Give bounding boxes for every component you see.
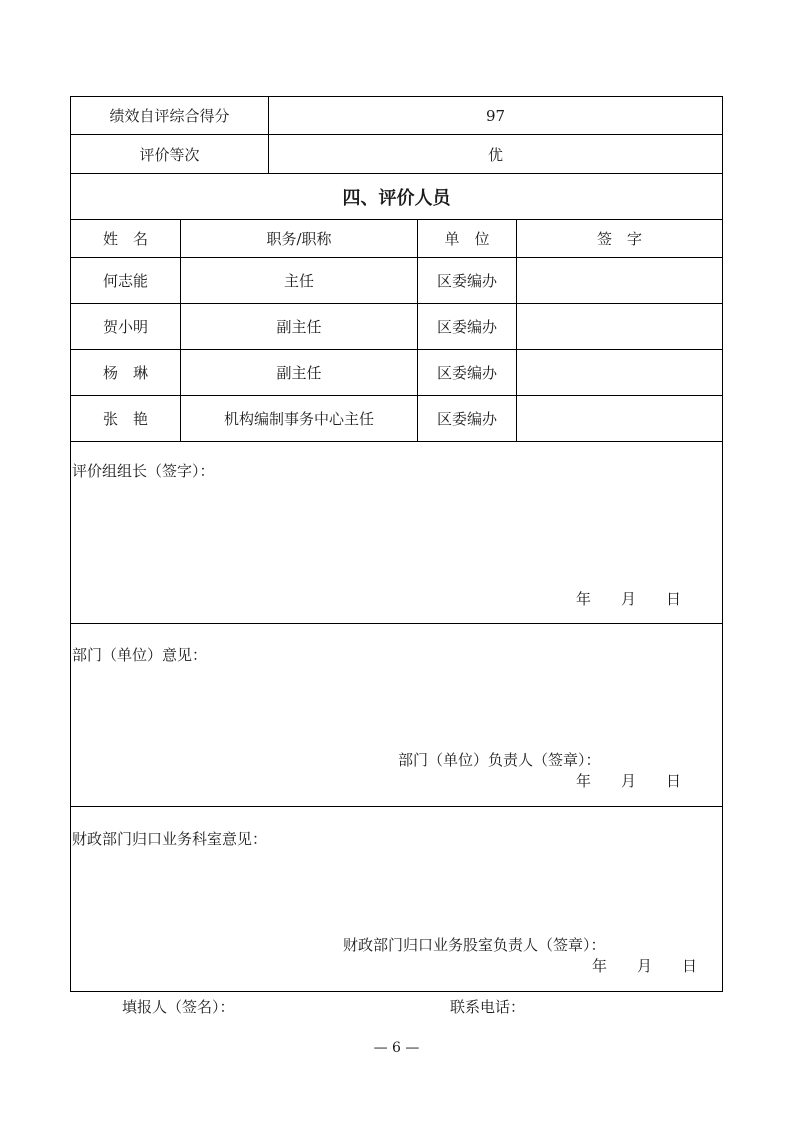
grade-label: 评价等次 <box>139 145 200 164</box>
evaluator-signature[interactable] <box>517 396 722 441</box>
score-label: 绩效自评综合得分 <box>109 107 230 125</box>
finance-date: 年 月 日 <box>592 957 698 975</box>
evaluator-unit: 区委编办 <box>436 318 497 336</box>
evaluator-signature[interactable] <box>517 304 722 349</box>
grade-value: 优 <box>487 145 503 164</box>
header-sign: 签 字 <box>596 230 642 248</box>
evaluator-name: 杨 琳 <box>102 364 148 382</box>
leader-date: 年 月 日 <box>576 590 682 608</box>
evaluator-title: 机构编制事务中心主任 <box>223 410 374 428</box>
evaluator-signature[interactable] <box>517 258 722 303</box>
evaluator-name: 何志能 <box>102 272 148 290</box>
table-border-right <box>722 96 723 992</box>
section-title: 四、评价人员 <box>342 187 451 209</box>
table-rule <box>70 623 723 624</box>
evaluator-unit: 区委编办 <box>436 272 497 290</box>
evaluator-name: 贺小明 <box>102 318 148 336</box>
header-unit: 单 位 <box>444 230 490 248</box>
evaluator-title: 副主任 <box>276 364 322 382</box>
filler-signature: 填报人（签名）： <box>122 998 235 1016</box>
evaluator-unit: 区委编办 <box>436 364 497 382</box>
score-value: 97 <box>485 106 506 125</box>
contact-phone: 联系电话： <box>450 998 526 1016</box>
evaluator-title: 主任 <box>283 272 314 290</box>
evaluator-signature[interactable] <box>517 350 722 395</box>
table-rule <box>70 991 723 992</box>
page-number: — 6 — <box>373 1040 420 1056</box>
evaluator-name: 张 艳 <box>102 410 148 428</box>
evaluator-title: 副主任 <box>276 318 322 336</box>
dept-date: 年 月 日 <box>576 772 682 790</box>
header-title: 职务/职称 <box>266 230 332 248</box>
table-rule <box>70 806 723 807</box>
finance-label: 财政部门归口业务科室意见： <box>72 830 268 848</box>
dept-signer: 部门（单位）负责人（签章）： <box>398 751 601 769</box>
header-name: 姓 名 <box>102 230 148 248</box>
finance-signer: 财政部门归口业务股室负责人（签章）： <box>343 936 606 954</box>
evaluator-unit: 区委编办 <box>436 410 497 428</box>
leader-label: 评价组组长（签字）： <box>72 462 215 480</box>
dept-label: 部门（单位）意见： <box>72 646 208 664</box>
table-rule <box>70 441 723 442</box>
